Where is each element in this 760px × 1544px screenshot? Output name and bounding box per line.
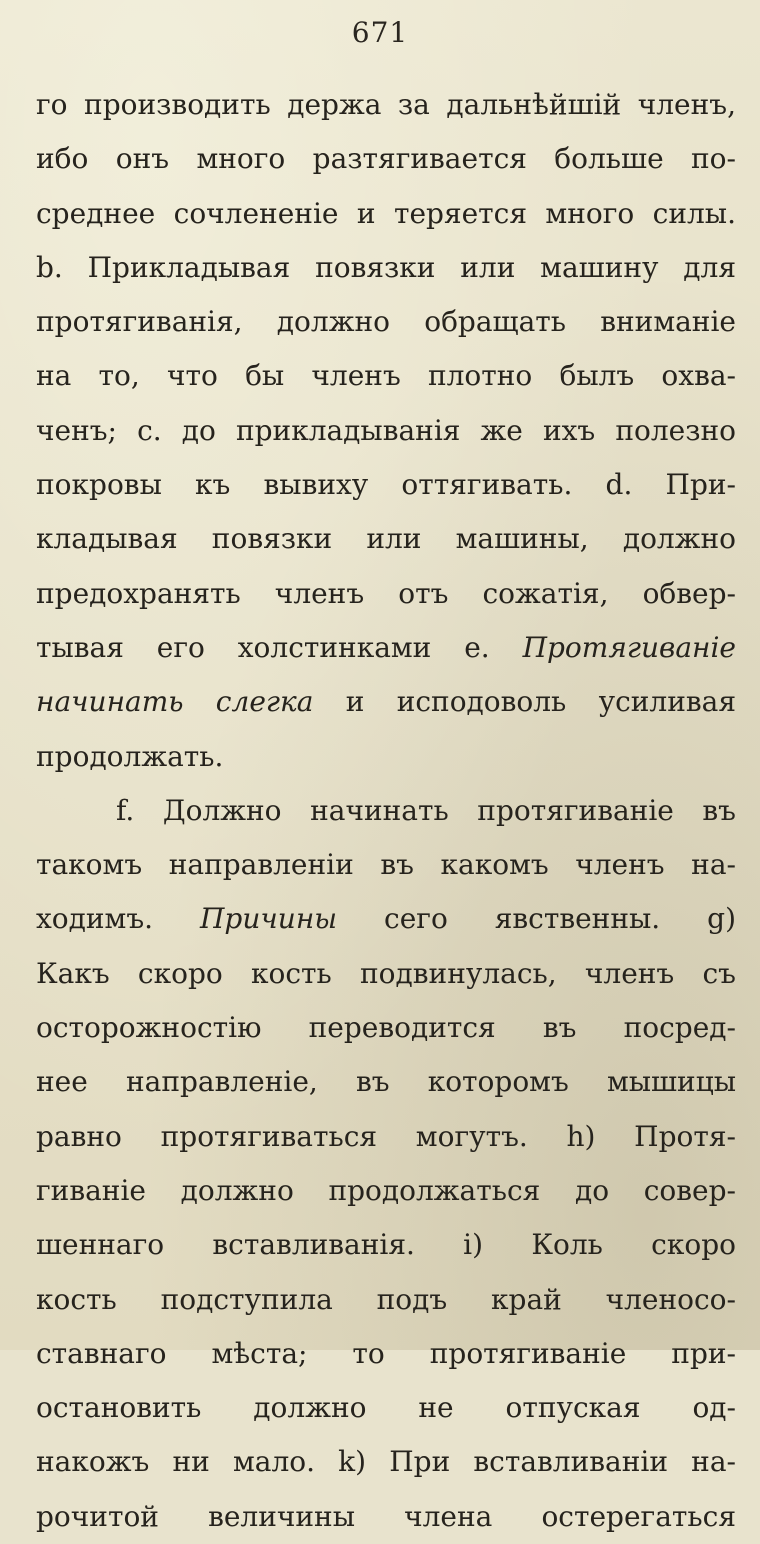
text-line: [36, 241, 736, 295]
text-line: [36, 1218, 736, 1272]
line-text: равно протягиваться могутъ. h) Протя-: [36, 1119, 736, 1153]
line-text: b. Прикладывая повязки или машину для: [36, 250, 736, 284]
text-line: [36, 1273, 736, 1327]
line-text: на то, что бы членъ плотно былъ охва-: [36, 359, 736, 393]
line-text: ходимъ.: [36, 902, 200, 936]
line-text: го производить держа за дальнѣйшій членъ,: [36, 88, 736, 121]
line-text: ибо онъ много разтягивается больше по-: [36, 142, 736, 176]
body-text: [36, 78, 736, 1544]
text-line: [36, 730, 736, 784]
text-line: [36, 838, 736, 892]
line-text: такомъ направленіи въ какомъ членъ на-: [36, 848, 736, 882]
text-line: [36, 295, 736, 349]
text-line: [36, 1435, 736, 1489]
text-line: [36, 567, 736, 621]
line-text: сего явственны. g): [337, 902, 736, 936]
line-text: накожъ ни мало. k) При вставливаніи на-: [36, 1445, 736, 1479]
line-text: тывая его холстинками e.: [36, 630, 523, 664]
text-line: [36, 1055, 736, 1109]
text-line: [36, 1164, 736, 1218]
page-number: 671: [351, 16, 409, 49]
text-line: [36, 947, 736, 1001]
text-line: [36, 458, 736, 512]
line-text: Какъ скоро кость подвинулась, членъ съ: [36, 956, 736, 990]
text-line: [36, 187, 736, 241]
line-text: продолжать.: [36, 739, 224, 773]
italic-text: начинать слегка: [36, 685, 314, 719]
text-line: [36, 784, 736, 838]
italic-text: Причины: [200, 902, 338, 936]
line-text: предохранять членъ отъ сожатія, обвер-: [36, 576, 736, 610]
line-text: и исподоволь усиливая: [313, 685, 736, 719]
line-text: покровы къ вывиху оттягивать. d. При-: [36, 468, 736, 502]
line-text: f. Должно начинать протягиваніе въ: [116, 793, 736, 827]
line-text: ставнаго мѣста; то протягиваніе при-: [36, 1336, 736, 1370]
text-line: [36, 1327, 736, 1381]
text-line: [36, 78, 736, 132]
text-line: [36, 1490, 736, 1544]
text-line: [36, 404, 736, 458]
line-text: кость подступила подъ край членосо-: [36, 1282, 736, 1316]
text-line: [36, 1001, 736, 1055]
italic-text: Протягиваніе: [522, 630, 736, 664]
line-text: осторожностію переводится въ посред-: [36, 1011, 736, 1045]
line-text: нее направленіе, въ которомъ мышицы: [36, 1065, 736, 1099]
text-line: [36, 349, 736, 403]
text-line: [36, 132, 736, 186]
text-line: [36, 675, 736, 729]
line-text: кладывая повязки или машины, должно: [36, 522, 736, 556]
line-text: гиваніе должно продолжаться до совер-: [36, 1173, 736, 1207]
text-line: [36, 1110, 736, 1164]
line-text: протягиванія, должно обращать вниманіе: [36, 305, 736, 339]
text-line: [36, 1381, 736, 1435]
line-text: среднее сочлененіе и теряется много силы.: [36, 196, 736, 230]
line-text: остановить должно не отпуская од-: [36, 1391, 736, 1425]
line-text: ченъ; c. до прикладыванія же ихъ полезно: [36, 413, 736, 447]
line-text: рочитой величины члена остерегаться: [36, 1499, 736, 1533]
line-text: шеннаго вставливанія. i) Коль скоро: [36, 1228, 736, 1262]
text-line: [36, 512, 736, 566]
text-line: [36, 892, 736, 946]
text-line: [36, 621, 736, 675]
